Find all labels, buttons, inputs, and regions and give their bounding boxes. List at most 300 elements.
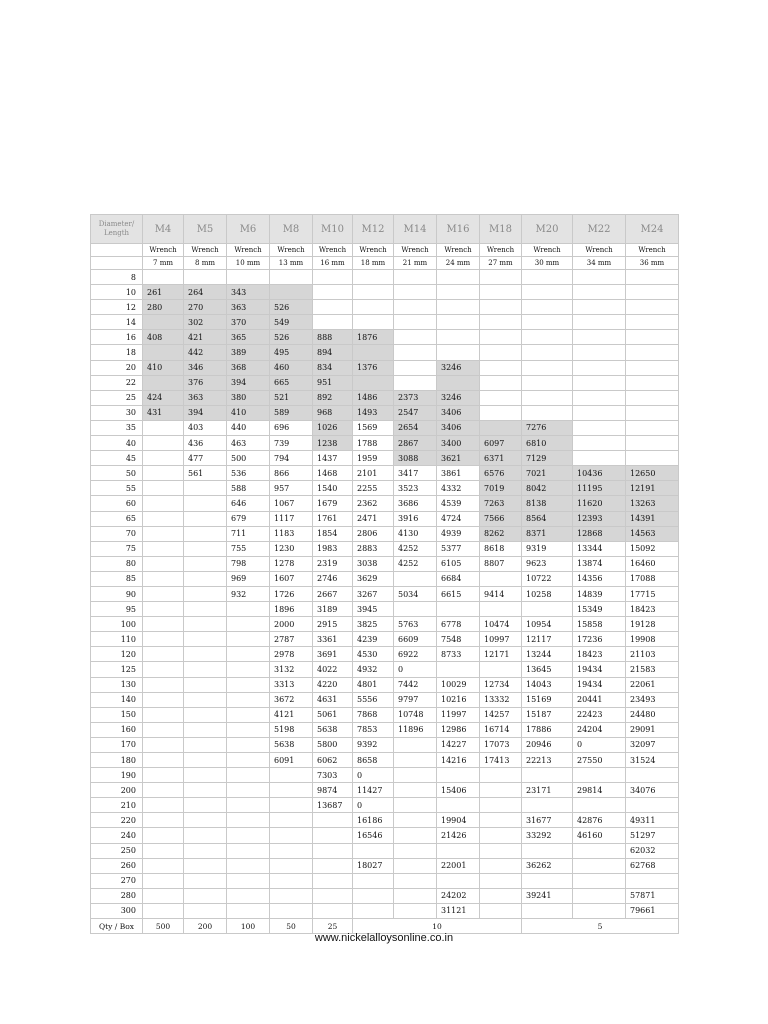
value-cell xyxy=(270,903,313,918)
table-row xyxy=(91,843,679,858)
value-cell: 1876 xyxy=(353,330,394,345)
table-row xyxy=(91,873,679,888)
value-cell xyxy=(313,315,353,330)
value-cell: 14563 xyxy=(626,526,679,541)
value-cell: 2101 xyxy=(353,466,394,481)
value-cell: 19434 xyxy=(573,677,626,692)
value-cell: 2746 xyxy=(313,571,353,586)
value-cell xyxy=(394,270,437,285)
value-cell xyxy=(626,345,679,360)
value-cell xyxy=(573,436,626,451)
value-cell: 1117 xyxy=(270,511,313,526)
value-cell: 9319 xyxy=(522,541,573,556)
value-cell: 1983 xyxy=(313,541,353,556)
value-cell: 442 xyxy=(184,345,227,360)
table-row xyxy=(91,632,679,647)
wrench-label-row xyxy=(91,244,679,257)
value-cell: 380 xyxy=(227,390,270,405)
value-cell: 11896 xyxy=(394,722,437,737)
table-row xyxy=(91,405,679,420)
value-cell: 29814 xyxy=(573,783,626,798)
value-cell xyxy=(143,571,184,586)
length-cell: 8 xyxy=(91,270,143,285)
size-header: M5 xyxy=(184,215,227,244)
value-cell: 1788 xyxy=(353,436,394,451)
value-cell: 17413 xyxy=(480,753,522,768)
value-cell xyxy=(313,873,353,888)
value-cell xyxy=(184,556,227,571)
value-cell: 477 xyxy=(184,451,227,466)
value-cell xyxy=(480,828,522,843)
value-cell: 1230 xyxy=(270,541,313,556)
value-cell: 14043 xyxy=(522,677,573,692)
length-cell: 25 xyxy=(91,390,143,405)
value-cell xyxy=(573,360,626,375)
value-cell xyxy=(143,632,184,647)
value-cell: 6091 xyxy=(270,753,313,768)
value-cell xyxy=(143,526,184,541)
value-cell: 280 xyxy=(143,300,184,315)
value-cell xyxy=(143,888,184,903)
value-cell: 932 xyxy=(227,586,270,601)
value-cell: 12986 xyxy=(437,722,480,737)
value-cell xyxy=(480,888,522,903)
value-cell xyxy=(270,873,313,888)
length-cell: 300 xyxy=(91,903,143,918)
value-cell: 302 xyxy=(184,315,227,330)
value-cell: 4252 xyxy=(394,541,437,556)
value-cell: 15187 xyxy=(522,707,573,722)
value-cell xyxy=(227,903,270,918)
value-cell xyxy=(143,541,184,556)
value-cell: 6609 xyxy=(394,632,437,647)
value-cell: 5377 xyxy=(437,541,480,556)
value-cell: 6810 xyxy=(522,436,573,451)
value-cell xyxy=(227,753,270,768)
value-cell: 31121 xyxy=(437,903,480,918)
value-cell: 588 xyxy=(227,481,270,496)
size-header: M18 xyxy=(480,215,522,244)
length-cell: 110 xyxy=(91,632,143,647)
value-cell: 10722 xyxy=(522,571,573,586)
value-cell xyxy=(270,798,313,813)
value-cell xyxy=(626,420,679,435)
value-cell xyxy=(573,451,626,466)
value-cell: 536 xyxy=(227,466,270,481)
value-cell xyxy=(480,405,522,420)
wrench-size-row xyxy=(91,257,679,270)
value-cell: 11620 xyxy=(573,496,626,511)
length-cell: 20 xyxy=(91,360,143,375)
value-cell xyxy=(227,270,270,285)
value-cell: 15092 xyxy=(626,541,679,556)
length-cell: 210 xyxy=(91,798,143,813)
value-cell xyxy=(394,375,437,390)
table-row xyxy=(91,436,679,451)
value-cell: 0 xyxy=(573,737,626,752)
value-cell: 2362 xyxy=(353,496,394,511)
value-cell xyxy=(437,873,480,888)
wrench-size: 34 mm xyxy=(573,257,626,270)
value-cell: 440 xyxy=(227,420,270,435)
table-row xyxy=(91,270,679,285)
value-cell xyxy=(270,768,313,783)
value-cell: 19128 xyxy=(626,617,679,632)
value-cell xyxy=(227,602,270,617)
value-cell: 7263 xyxy=(480,496,522,511)
value-cell xyxy=(184,481,227,496)
value-cell xyxy=(522,375,573,390)
value-cell: 957 xyxy=(270,481,313,496)
value-cell: 7853 xyxy=(353,722,394,737)
value-cell: 10029 xyxy=(437,677,480,692)
value-cell xyxy=(437,798,480,813)
length-cell: 65 xyxy=(91,511,143,526)
size-header: M10 xyxy=(313,215,353,244)
value-cell: 1959 xyxy=(353,451,394,466)
value-cell: 2915 xyxy=(313,617,353,632)
value-cell: 3132 xyxy=(270,662,313,677)
value-cell xyxy=(313,813,353,828)
value-cell xyxy=(184,617,227,632)
value-cell xyxy=(227,677,270,692)
length-cell: 200 xyxy=(91,783,143,798)
value-cell: 3267 xyxy=(353,586,394,601)
value-cell: 3400 xyxy=(437,436,480,451)
value-cell xyxy=(522,843,573,858)
value-cell xyxy=(626,390,679,405)
value-cell: 6105 xyxy=(437,556,480,571)
value-cell: 6684 xyxy=(437,571,480,586)
value-cell: 11195 xyxy=(573,481,626,496)
value-cell xyxy=(394,798,437,813)
value-cell xyxy=(143,270,184,285)
value-cell xyxy=(522,768,573,783)
value-cell: 8618 xyxy=(480,541,522,556)
value-cell: 7566 xyxy=(480,511,522,526)
value-cell xyxy=(143,556,184,571)
wrench-size: 16 mm xyxy=(313,257,353,270)
table-row xyxy=(91,420,679,435)
value-cell xyxy=(184,858,227,873)
value-cell xyxy=(143,315,184,330)
length-cell: 280 xyxy=(91,888,143,903)
value-cell: 6778 xyxy=(437,617,480,632)
value-cell: 6615 xyxy=(437,586,480,601)
value-cell: 7303 xyxy=(313,768,353,783)
table-row xyxy=(91,677,679,692)
value-cell: 21583 xyxy=(626,662,679,677)
value-cell: 10997 xyxy=(480,632,522,647)
value-cell xyxy=(480,300,522,315)
value-cell: 20946 xyxy=(522,737,573,752)
value-cell xyxy=(480,903,522,918)
value-cell: 368 xyxy=(227,360,270,375)
table-row xyxy=(91,496,679,511)
value-cell: 33292 xyxy=(522,828,573,843)
value-cell: 665 xyxy=(270,375,313,390)
wrench-label: Wrench xyxy=(626,244,679,257)
value-cell: 22061 xyxy=(626,677,679,692)
value-cell xyxy=(480,813,522,828)
value-cell: 21426 xyxy=(437,828,480,843)
table-row xyxy=(91,571,679,586)
value-cell: 10474 xyxy=(480,617,522,632)
value-cell xyxy=(227,617,270,632)
value-cell: 1679 xyxy=(313,496,353,511)
wrench-label: Wrench xyxy=(394,244,437,257)
value-cell: 892 xyxy=(313,390,353,405)
value-cell: 424 xyxy=(143,390,184,405)
value-cell: 460 xyxy=(270,360,313,375)
value-cell xyxy=(184,873,227,888)
value-cell xyxy=(353,843,394,858)
value-cell xyxy=(573,768,626,783)
value-cell: 7442 xyxy=(394,677,437,692)
value-cell xyxy=(143,375,184,390)
value-cell: 270 xyxy=(184,300,227,315)
value-cell: 10748 xyxy=(394,707,437,722)
length-cell: 50 xyxy=(91,466,143,481)
value-cell xyxy=(143,873,184,888)
value-cell: 410 xyxy=(143,360,184,375)
value-cell xyxy=(573,375,626,390)
value-cell xyxy=(522,315,573,330)
value-cell: 5034 xyxy=(394,586,437,601)
value-cell xyxy=(353,300,394,315)
value-cell xyxy=(184,647,227,662)
value-cell: 2547 xyxy=(394,405,437,420)
value-cell: 62032 xyxy=(626,843,679,858)
wrench-size: 24 mm xyxy=(437,257,480,270)
value-cell xyxy=(573,903,626,918)
value-cell: 363 xyxy=(227,300,270,315)
value-cell xyxy=(143,858,184,873)
value-cell: 15406 xyxy=(437,783,480,798)
value-cell xyxy=(437,345,480,360)
value-cell xyxy=(437,843,480,858)
wrench-label: Wrench xyxy=(143,244,184,257)
value-cell xyxy=(184,692,227,707)
value-cell xyxy=(522,360,573,375)
value-cell xyxy=(437,375,480,390)
wrench-label: Wrench xyxy=(227,244,270,257)
footer-url: www.nickelalloysonline.co.in xyxy=(314,932,454,944)
value-cell: 17236 xyxy=(573,632,626,647)
value-cell: 679 xyxy=(227,511,270,526)
value-cell: 13263 xyxy=(626,496,679,511)
value-cell: 42876 xyxy=(573,813,626,828)
size-header: M4 xyxy=(143,215,184,244)
value-cell: 46160 xyxy=(573,828,626,843)
wrench-label: Wrench xyxy=(437,244,480,257)
value-cell xyxy=(270,828,313,843)
value-cell: 15858 xyxy=(573,617,626,632)
value-cell xyxy=(270,270,313,285)
size-header: M8 xyxy=(270,215,313,244)
qty-cell: 25 xyxy=(313,919,353,934)
value-cell xyxy=(626,436,679,451)
value-cell xyxy=(394,285,437,300)
value-cell xyxy=(184,722,227,737)
value-cell: 5763 xyxy=(394,617,437,632)
value-cell xyxy=(143,451,184,466)
value-cell: 3088 xyxy=(394,451,437,466)
table-row xyxy=(91,888,679,903)
value-cell xyxy=(480,783,522,798)
value-cell: 18423 xyxy=(626,602,679,617)
value-cell xyxy=(522,345,573,360)
value-cell xyxy=(437,330,480,345)
value-cell: 894 xyxy=(313,345,353,360)
value-cell: 5638 xyxy=(313,722,353,737)
value-cell xyxy=(626,768,679,783)
value-cell xyxy=(143,768,184,783)
value-cell: 12650 xyxy=(626,466,679,481)
value-cell xyxy=(626,405,679,420)
length-cell: 250 xyxy=(91,843,143,858)
value-cell: 16714 xyxy=(480,722,522,737)
value-cell: 34076 xyxy=(626,783,679,798)
value-cell: 23493 xyxy=(626,692,679,707)
value-cell xyxy=(480,858,522,873)
value-cell: 23171 xyxy=(522,783,573,798)
value-cell: 6922 xyxy=(394,647,437,662)
value-cell: 3945 xyxy=(353,602,394,617)
value-cell: 2319 xyxy=(313,556,353,571)
value-cell: 2806 xyxy=(353,526,394,541)
value-cell: 5198 xyxy=(270,722,313,737)
value-cell xyxy=(143,602,184,617)
wrench-size: 8 mm xyxy=(184,257,227,270)
value-cell: 463 xyxy=(227,436,270,451)
value-cell: 6062 xyxy=(313,753,353,768)
value-cell: 561 xyxy=(184,466,227,481)
value-cell xyxy=(184,602,227,617)
value-cell xyxy=(626,360,679,375)
value-cell xyxy=(353,270,394,285)
value-cell xyxy=(184,737,227,752)
value-cell: 343 xyxy=(227,285,270,300)
value-cell xyxy=(437,270,480,285)
value-cell xyxy=(143,737,184,752)
value-cell: 24204 xyxy=(573,722,626,737)
value-cell xyxy=(313,843,353,858)
value-cell xyxy=(394,315,437,330)
value-cell xyxy=(143,722,184,737)
wrench-size: 10 mm xyxy=(227,257,270,270)
value-cell: 1278 xyxy=(270,556,313,571)
value-cell: 3406 xyxy=(437,420,480,435)
value-cell: 526 xyxy=(270,300,313,315)
value-cell: 4631 xyxy=(313,692,353,707)
value-cell xyxy=(143,436,184,451)
value-cell: 4239 xyxy=(353,632,394,647)
value-cell: 12868 xyxy=(573,526,626,541)
value-cell xyxy=(394,858,437,873)
length-cell: 80 xyxy=(91,556,143,571)
value-cell xyxy=(143,662,184,677)
value-cell xyxy=(480,798,522,813)
value-cell: 2255 xyxy=(353,481,394,496)
value-cell xyxy=(394,768,437,783)
value-cell xyxy=(626,451,679,466)
value-cell xyxy=(143,813,184,828)
value-cell: 394 xyxy=(227,375,270,390)
value-cell xyxy=(522,390,573,405)
value-cell: 376 xyxy=(184,375,227,390)
wrench-size: 27 mm xyxy=(480,257,522,270)
size-header: M22 xyxy=(573,215,626,244)
length-cell: 85 xyxy=(91,571,143,586)
size-header: M24 xyxy=(626,215,679,244)
length-cell: 190 xyxy=(91,768,143,783)
wrench-label: Wrench xyxy=(480,244,522,257)
value-cell xyxy=(143,677,184,692)
value-cell xyxy=(143,753,184,768)
value-cell: 410 xyxy=(227,405,270,420)
value-cell xyxy=(184,496,227,511)
value-cell: 370 xyxy=(227,315,270,330)
value-cell: 1896 xyxy=(270,602,313,617)
value-cell xyxy=(394,813,437,828)
length-cell: 40 xyxy=(91,436,143,451)
value-cell xyxy=(437,285,480,300)
value-cell: 36262 xyxy=(522,858,573,873)
wrench-size: 21 mm xyxy=(394,257,437,270)
qty-cell: 10 xyxy=(353,919,522,934)
value-cell: 17088 xyxy=(626,571,679,586)
value-cell xyxy=(313,828,353,843)
length-cell: 10 xyxy=(91,285,143,300)
value-cell: 1183 xyxy=(270,526,313,541)
wrench-label: Wrench xyxy=(184,244,227,257)
value-cell xyxy=(480,843,522,858)
value-cell: 10436 xyxy=(573,466,626,481)
value-cell xyxy=(480,375,522,390)
value-cell xyxy=(437,602,480,617)
value-cell: 14216 xyxy=(437,753,480,768)
value-cell: 4939 xyxy=(437,526,480,541)
value-cell xyxy=(437,300,480,315)
value-cell xyxy=(227,858,270,873)
value-cell xyxy=(184,798,227,813)
value-cell xyxy=(480,285,522,300)
value-cell xyxy=(227,768,270,783)
value-cell xyxy=(143,481,184,496)
value-cell xyxy=(270,285,313,300)
length-cell: 18 xyxy=(91,345,143,360)
value-cell: 8042 xyxy=(522,481,573,496)
value-cell xyxy=(480,662,522,677)
value-cell xyxy=(480,360,522,375)
value-cell xyxy=(394,873,437,888)
value-cell: 9392 xyxy=(353,737,394,752)
value-cell xyxy=(480,768,522,783)
value-cell: 0 xyxy=(353,798,394,813)
value-cell: 13687 xyxy=(313,798,353,813)
value-cell: 9414 xyxy=(480,586,522,601)
value-cell xyxy=(573,285,626,300)
value-cell xyxy=(184,571,227,586)
length-cell: 270 xyxy=(91,873,143,888)
value-cell xyxy=(143,511,184,526)
value-cell: 521 xyxy=(270,390,313,405)
value-cell: 3246 xyxy=(437,360,480,375)
length-cell: 140 xyxy=(91,692,143,707)
value-cell: 0 xyxy=(353,768,394,783)
value-cell: 1607 xyxy=(270,571,313,586)
